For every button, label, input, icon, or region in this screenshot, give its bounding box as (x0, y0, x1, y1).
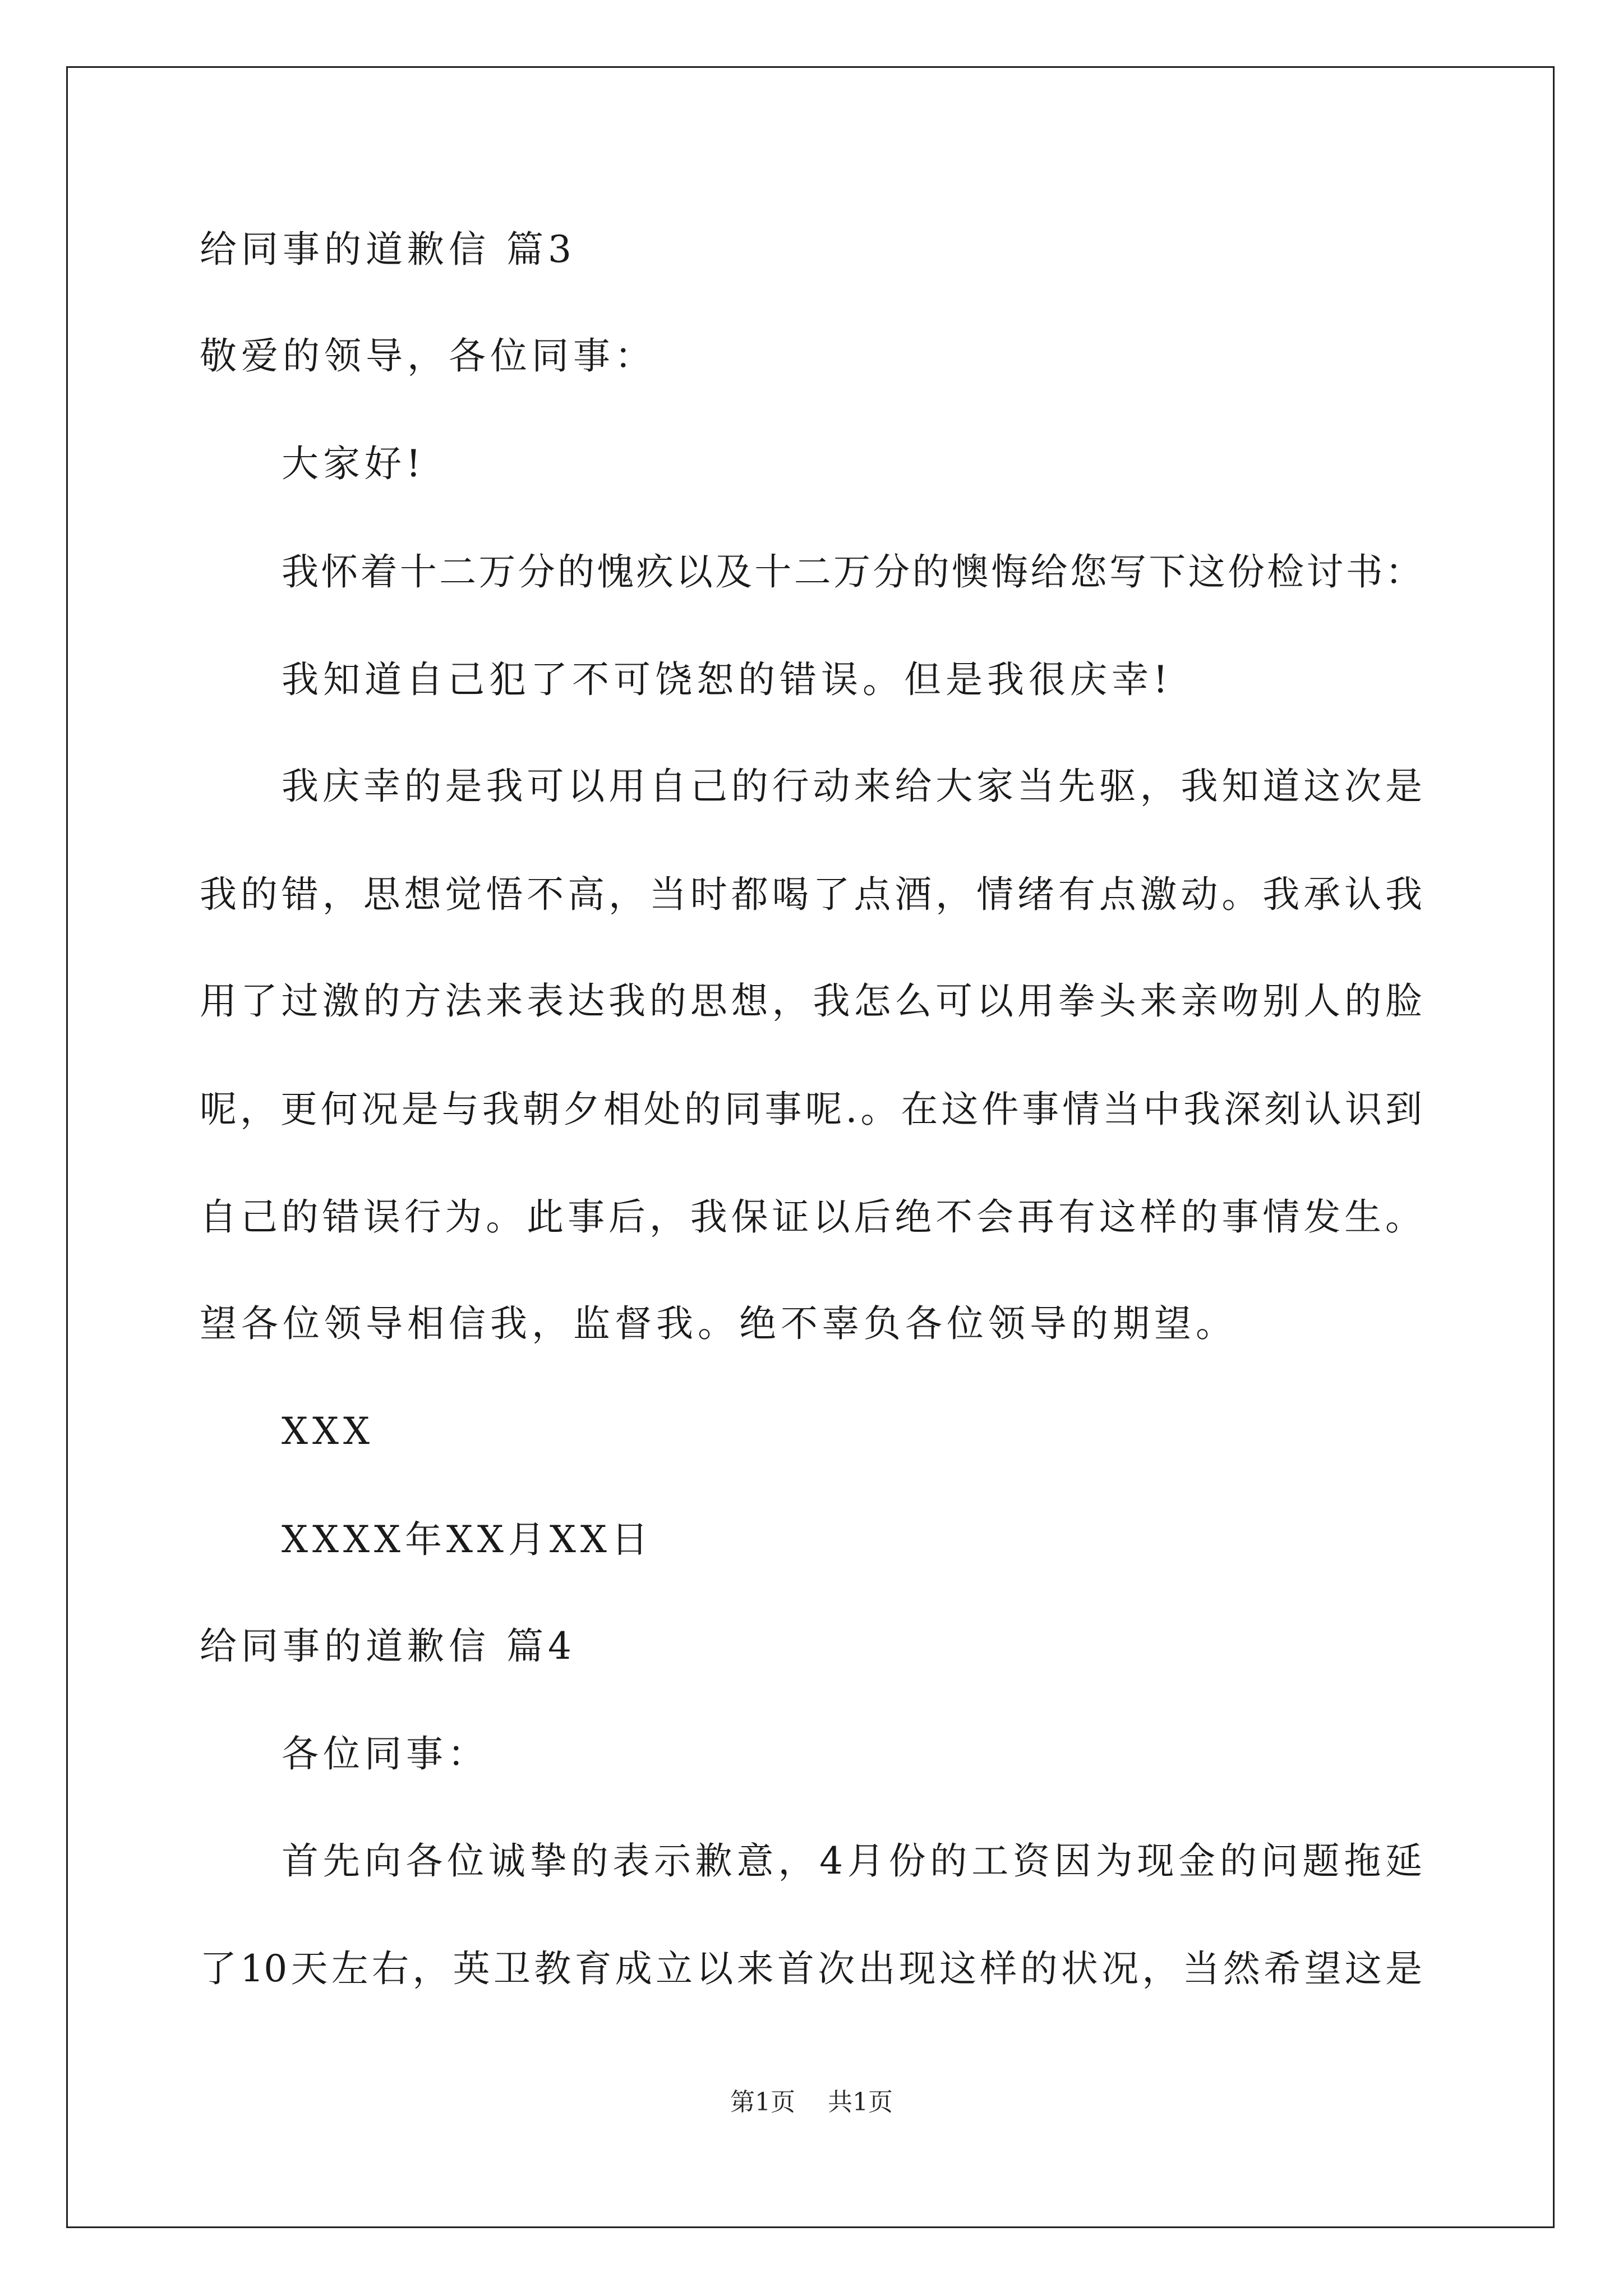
section-heading: 给同事的道歉信 篇4 (200, 1625, 576, 1668)
paragraph-line: 我庆幸的是我可以用自己的行动来给大家当先驱，我知道这次是 (282, 765, 1422, 808)
paragraph-line: 用了过激的方法来表达我的思想，我怎么可以用拳头来亲吻别人的脸 (200, 979, 1422, 1023)
paragraph-line: 呢，更何况是与我朝夕相处的同事呢.。在这件事情当中我深刻认识到 (200, 1088, 1422, 1131)
page-total: 共1页 (828, 2088, 893, 2116)
salutation: 各位同事： (282, 1732, 489, 1775)
paragraph-line: 我的错，思想觉悟不高，当时都喝了点酒，情绪有点激动。我承认我 (200, 873, 1422, 916)
salutation: 敬爱的领导，各位同事： (200, 334, 656, 378)
page-number: 第1页 (730, 2088, 795, 2116)
greeting: 大家好! (282, 442, 426, 485)
paragraph-line: 了10天左右，英卫教育成立以来首次出现这样的状况，当然希望这是 (200, 1947, 1422, 1990)
page-footer (0, 2087, 1623, 2118)
signature-date: XXXX年XX月XX日 (282, 1518, 653, 1561)
paragraph-line: 我怀着十二万分的愧疚以及十二万分的懊悔给您写下这份检讨书： (282, 550, 1422, 593)
paragraph-line: 首先向各位诚挚的表示歉意，4月份的工资因为现金的问题拖延 (282, 1839, 1422, 1883)
signature-name: XXX (282, 1410, 374, 1453)
paragraph-line: 自己的错误行为。此事后，我保证以后绝不会再有这样的事情发生。 (200, 1195, 1422, 1239)
paragraph-line: 望各位领导相信我，监督我。绝不辜负各位领导的期望。 (200, 1302, 1237, 1345)
section-heading: 给同事的道歉信 篇3 (200, 228, 576, 271)
paragraph-line: 我知道自己犯了不可饶恕的错误。但是我很庆幸! (282, 658, 1173, 701)
page-border (66, 66, 1555, 2228)
